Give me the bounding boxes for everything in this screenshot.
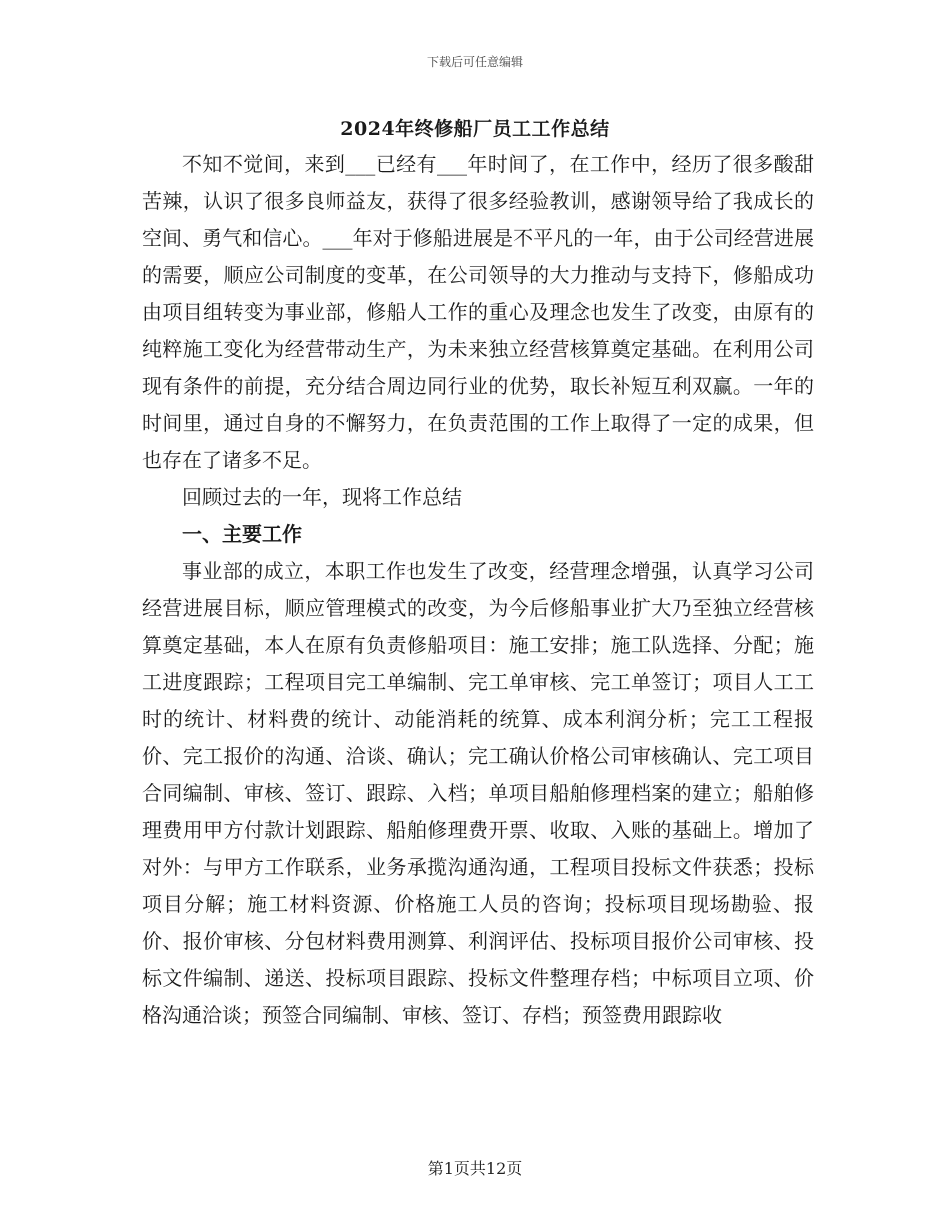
document-body — [142, 146, 814, 1034]
document-title: 2024年终修船厂员工工作总结 — [340, 118, 610, 140]
header-note: 下载后可任意编辑 — [426, 55, 523, 69]
intro-paragraph: 不知不觉间，来到___已经有___年时间了，在工作中，经历了很多酸甜苦辣，认识了很多良师益友，获得了很多经验教训，感谢领导给了我成长的空间、勇气和信心。___年对于修船进展是不平凡的一年，由于公司经营进展的需要，顺应公司制度的变革，在公司领导的大力推动与支持下，修船成功由项目组转变为事业部，修船人工作的重心及理念也发生了改变，由原有的纯粹施工变化为经营带动生产，为未来独立经营核算奠定基础。在利用公司现有条件的前提，充分结合周边同行业的优势，取长补短互利双赢。一年的时间里，通过自身的不懈努力，在负责范围的工作上取得了一定的成果，但也存在了诸多不足。 — [142, 152, 814, 472]
review-line: 回顾过去的一年，现将工作总结 — [182, 485, 462, 509]
section-paragraph-main-work: 事业部的成立，本职工作也发生了改变，经营理念增强，认真学习公司经营进展目标，顺应管理模式的改变，为今后修船事业扩大乃至独立经营核算奠定基础，本人在原有负责修船项目：施工安排；施工队选择、分配；施工进度跟踪；工程项目完工单编制、完工单审核、完工单签订；项目人工工时的统计、材料费的统计、动能消耗的统算、成本利润分析；完工工程报价、完工报价的沟通、洽谈、确认；完工确认价格公司审核确认、完工项目合同编制、审核、签订、跟踪、入档；单项目船舶修理档案的建立；船舶修理费用甲方付款计划跟踪、船舶修理费开票、收取、入账的基础上。增加了对外：与甲方工作联系，业务承揽沟通沟通，工程项目投标文件获悉；投标项目分解；施工材料资源、价格施工人员的咨询；投标项目现场勘验、报价、报价审核、分包材料费用测算、利润评估、投标项目报价公司审核、投标文件编制、递送、投标项目跟踪、投标文件整理存档；中标项目立项、价格沟通洽谈；预签合同编制、审核、签订、存档；预签费用跟踪收 — [142, 559, 814, 1027]
page-number: 第1页共12页 — [427, 1159, 523, 1178]
section-heading-main-work: 一、主要工作 — [182, 522, 302, 546]
